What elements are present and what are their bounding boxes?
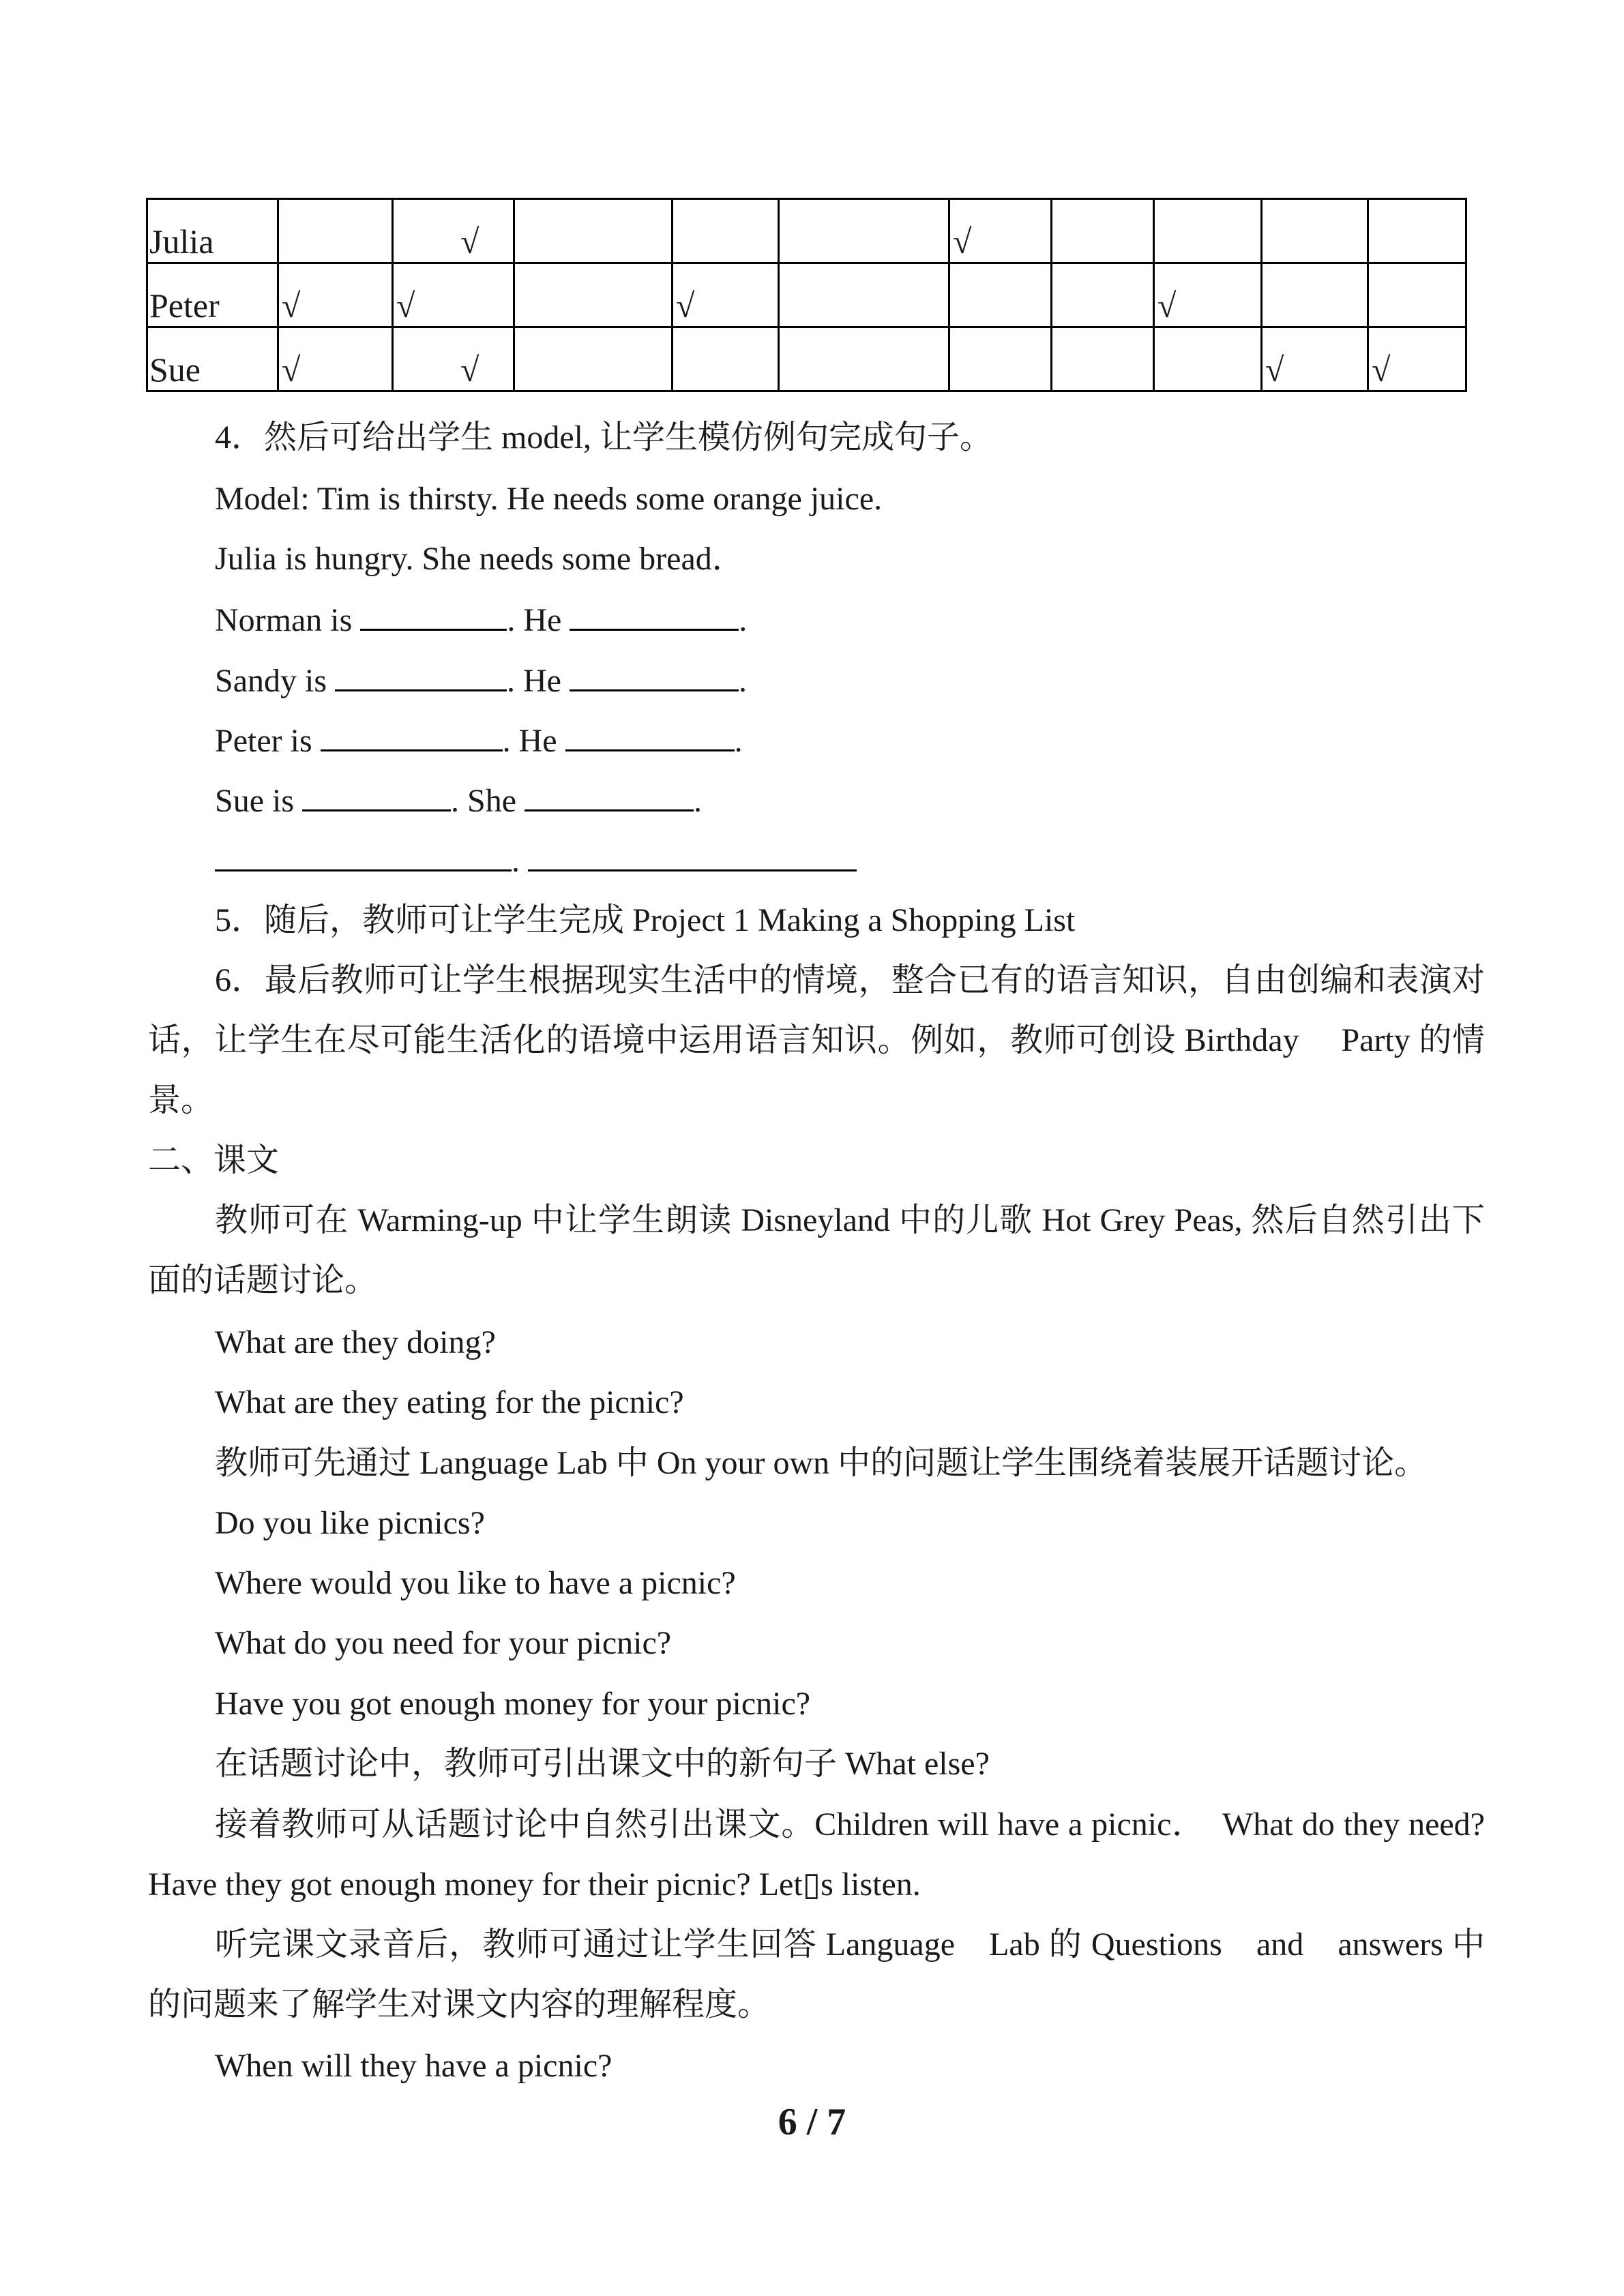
answer-blank[interactable] — [360, 599, 507, 631]
table-row — [147, 263, 1466, 327]
table-cell — [1368, 199, 1466, 263]
table-cell: √ — [278, 327, 393, 391]
fill-sentence-peter — [215, 719, 743, 762]
table-cell: √ — [673, 263, 779, 327]
table-cell: √ — [278, 263, 393, 327]
table-cell — [1052, 199, 1154, 263]
table-cell: √ — [949, 199, 1052, 263]
language-lab-line: 教师可先通过 Language Lab 中 On your own 中的问题让学生围绕着装展开话题讨论。 — [215, 1445, 1428, 1481]
fill-text: Peter is — [215, 723, 321, 759]
step-6: 6．最后教师可让学生根据现实生活中的情境，整合已有的语言知识，自由创编和表演对话，让学生在尽可能生活化的语境中运用语言知识。例如，教师可创设 Birthday Party 的情景。 — [148, 962, 1485, 1118]
section-heading: 二、课文 — [148, 1142, 280, 1178]
answer-blank[interactable] — [570, 599, 739, 631]
row-name: Julia — [147, 199, 278, 263]
table-cell — [514, 327, 673, 391]
table-cell — [673, 199, 779, 263]
fill-sentence-sue — [215, 779, 702, 822]
table-cell: √ — [1262, 327, 1368, 391]
question-3: Do you like picnics? — [215, 1505, 485, 1541]
question-2: What are they eating for the picnic? — [215, 1384, 684, 1420]
table-cell — [779, 327, 949, 391]
page-number: 6 / 7 — [778, 2101, 846, 2143]
fill-text: . — [738, 663, 747, 699]
step-5: 5．随后，教师可让学生完成 Project 1 Making a Shopping List — [215, 902, 1076, 938]
table-cell: √ — [393, 327, 514, 391]
table-cell — [1154, 327, 1262, 391]
row-name: Sue — [147, 327, 278, 391]
fill-text: . — [694, 783, 703, 819]
fill-text: . — [734, 723, 743, 759]
answer-blank[interactable] — [321, 719, 503, 751]
table-cell: √ — [393, 199, 514, 263]
table-cell: √ — [1368, 327, 1466, 391]
fill-sentence-norman — [215, 599, 747, 641]
table-row — [147, 199, 1466, 263]
example-sentence: Julia is hungry. She needs some bread． — [215, 541, 745, 577]
table-cell — [514, 263, 673, 327]
question-1: What are they doing? — [215, 1324, 496, 1360]
table-cell — [1368, 263, 1466, 327]
table-cell — [514, 199, 673, 263]
checklist-table — [146, 198, 1467, 392]
model-sentence: Model: Tim is thirsty. He needs some orange juice. — [215, 481, 883, 517]
answer-blank[interactable] — [528, 839, 857, 871]
table-cell: √ — [1154, 263, 1262, 327]
answer-blank[interactable] — [570, 659, 739, 691]
warmup-paragraph: 教师可在 Warming-up 中让学生朗读 Disneyland 中的儿歌 Hot Grey Peas, 然后自然引出下面的话题讨论。 — [148, 1202, 1485, 1298]
answer-blank[interactable] — [525, 779, 694, 811]
table-cell — [779, 199, 949, 263]
table-cell — [779, 263, 949, 327]
fill-text: . — [739, 602, 748, 638]
step-4: 4．然后可给出学生 model, 让学生模仿例句完成句子。 — [215, 419, 992, 456]
intro-paragraph: 接着教师可从话题讨论中自然引出课文。Children will have a picnic． What do they need? Have they got enough money for their picnic? Let▯s listen. — [148, 1806, 1485, 1903]
table-cell — [1052, 327, 1154, 391]
table-cell — [278, 199, 393, 263]
fill-text: Sandy is — [215, 663, 336, 699]
question-7: When will they have a picnic? — [215, 2048, 612, 2084]
fill-text: . She — [451, 783, 525, 819]
row-name: Peter — [147, 263, 278, 327]
table-cell — [949, 263, 1052, 327]
answer-blank[interactable] — [215, 839, 512, 871]
table-cell — [949, 327, 1052, 391]
fill-sentence-free — [215, 839, 857, 882]
table-cell — [1052, 263, 1154, 327]
answer-blank[interactable] — [565, 719, 735, 751]
fill-text: Norman is — [215, 602, 361, 638]
answer-blank[interactable] — [335, 659, 507, 691]
fill-text: . He — [502, 723, 565, 759]
answer-blank[interactable] — [302, 779, 451, 811]
fill-text: Sue is — [215, 783, 303, 819]
fill-text: . He — [507, 663, 570, 699]
what-else-line: 在话题讨论中，教师可引出课文中的新句子 What else? — [215, 1746, 990, 1782]
table-cell — [1154, 199, 1262, 263]
question-5: What do you need for your picnic? — [215, 1625, 672, 1661]
table-cell: √ — [393, 263, 514, 327]
fill-text: . He — [507, 602, 570, 638]
table-cell — [1262, 199, 1368, 263]
question-6: Have you got enough money for your picnic? — [215, 1686, 811, 1722]
fill-sentence-sandy — [215, 659, 747, 702]
question-4: Where would you like to have a picnic? — [215, 1565, 736, 1601]
table-cell — [673, 327, 779, 391]
listen-paragraph: 听完课文录音后，教师可通过让学生回答 Language Lab 的 Questions and answers 中的问题来了解学生对课文内容的理解程度。 — [148, 1926, 1485, 2023]
fill-text: . — [512, 843, 528, 879]
table-cell — [1262, 263, 1368, 327]
table-row — [147, 327, 1466, 391]
